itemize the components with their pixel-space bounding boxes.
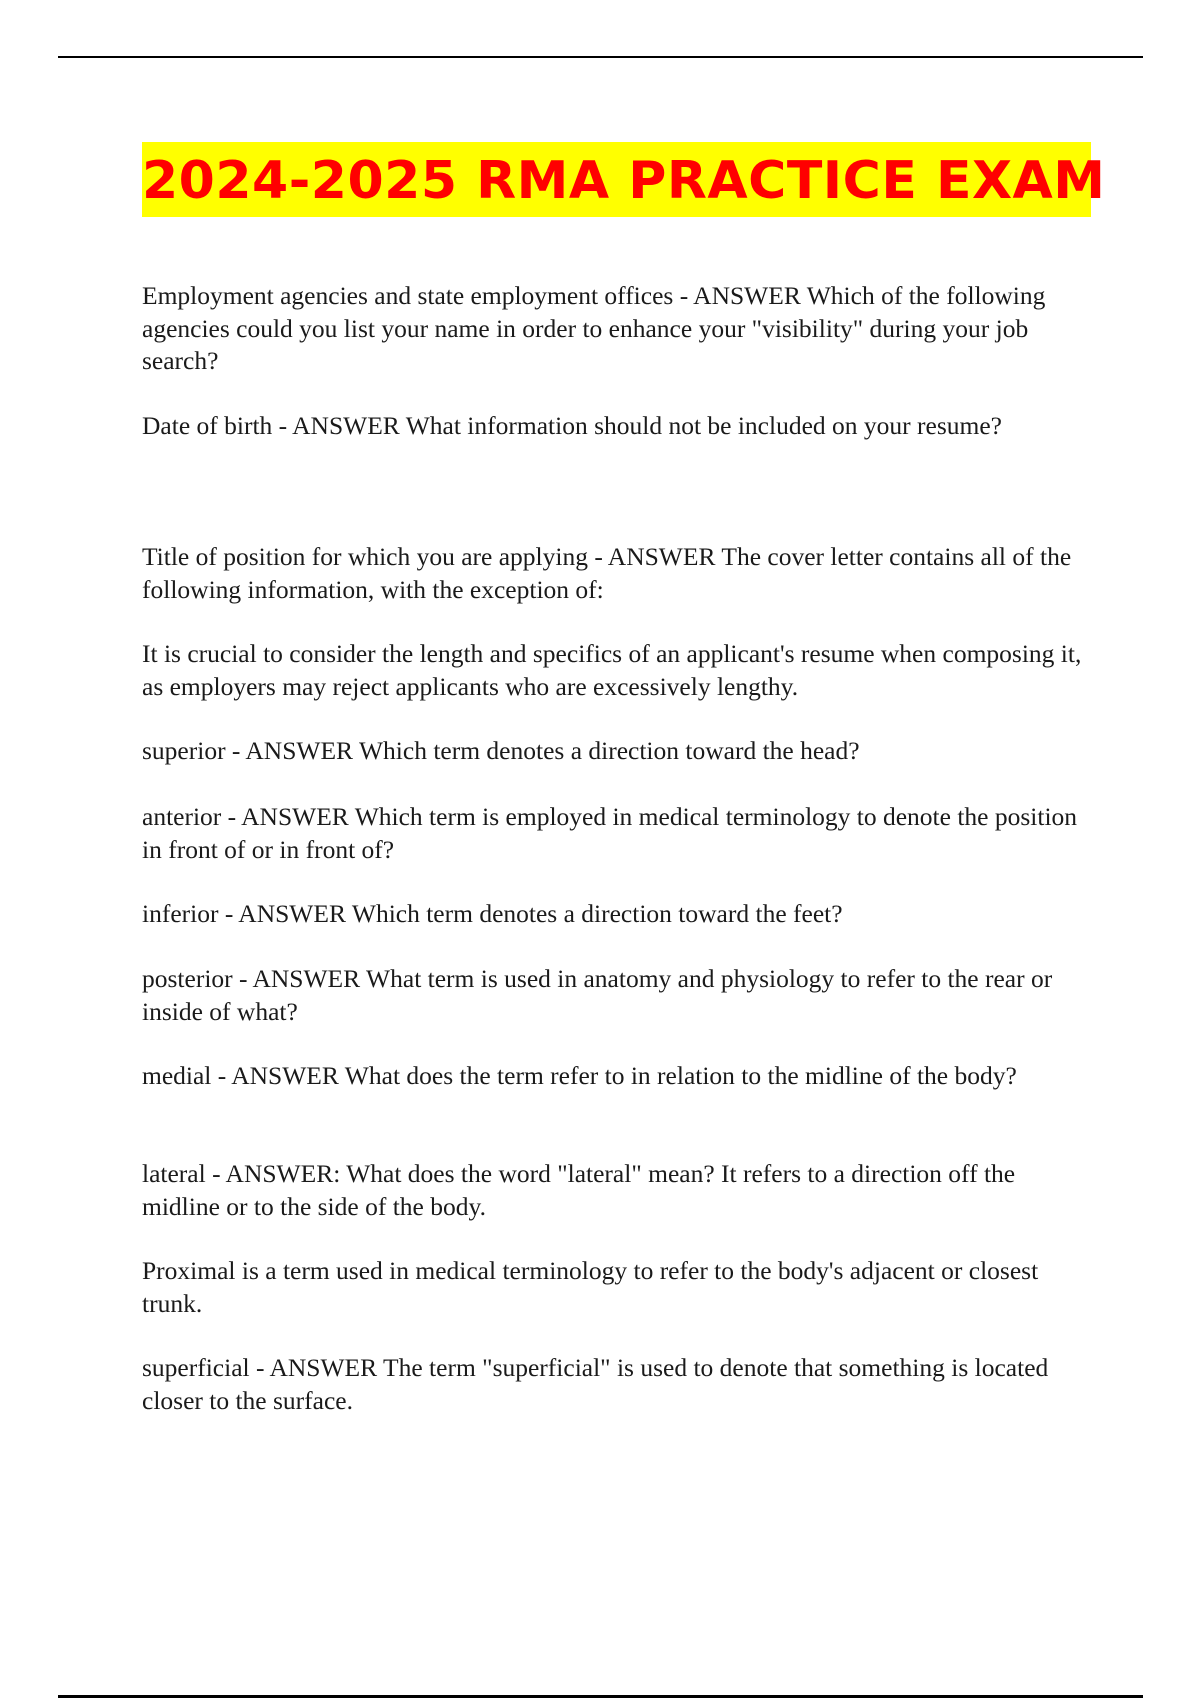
- qa-item: superficial - ANSWER The term "superficial" is used to denote that something is located closer to the surface.: [142, 1353, 1049, 1415]
- bottom-divider: [58, 1695, 1143, 1698]
- qa-item: lateral - ANSWER: What does the word "lateral" mean? It refers to a direction off the midline or to the side of the body.: [142, 1159, 1016, 1221]
- qa-item: anterior - ANSWER Which term is employed in medical terminology to denote the position in front of or in front of?: [142, 802, 1078, 864]
- qa-item: Title of position for which you are applying - ANSWER The cover letter contains all of the following information, with the exception of:: [142, 542, 1072, 604]
- qa-item: Employment agencies and state employment offices - ANSWER Which of the following agencies could you list your name in order to enhance your "visibility" during your job search?: [142, 281, 1046, 375]
- qa-item: posterior - ANSWER What term is used in anatomy and physiology to refer to the rear or inside of what?: [142, 964, 1053, 1026]
- qa-item: Proximal is a term used in medical terminology to refer to the body's adjacent or closest trunk.: [142, 1256, 1039, 1318]
- page-title: 2024-2025 RMA PRACTICE EXAM: [142, 151, 1106, 211]
- top-divider: [58, 56, 1143, 58]
- qa-item: Date of birth - ANSWER What information should not be included on your resume?: [142, 411, 1002, 440]
- qa-item: inferior - ANSWER Which term denotes a direction toward the feet?: [142, 899, 843, 928]
- qa-item: It is crucial to consider the length and specifics of an applicant's resume when composing it, as employers may reject applicants who are excessively lengthy.: [142, 639, 1082, 701]
- qa-item: superior - ANSWER Which term denotes a direction toward the head?: [142, 736, 860, 765]
- qa-item: medial - ANSWER What does the term refer to in relation to the midline of the body?: [142, 1061, 1017, 1090]
